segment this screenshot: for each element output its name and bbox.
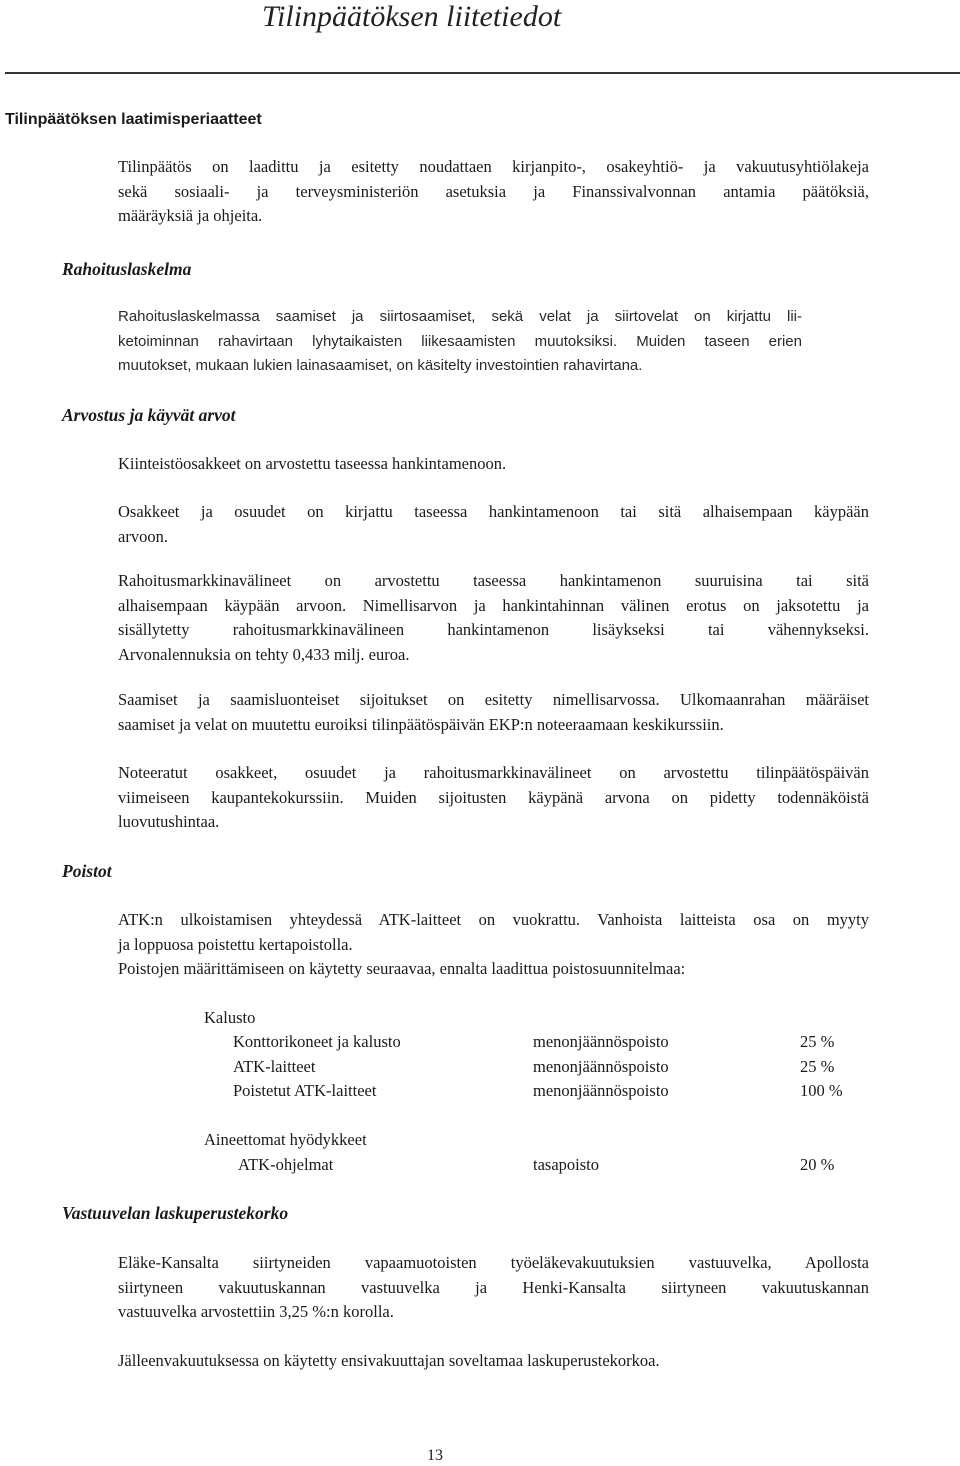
rahoituslaskelma-heading: Rahoituslaskelma bbox=[62, 259, 192, 279]
intro-line: määräyksiä ja ohjeita. bbox=[118, 206, 263, 225]
plan-row-method: tasapoisto bbox=[533, 1155, 599, 1174]
poistot-line: Poistojen määrittämiseen on käytetty seuraavaa, ennalta laadittua poistosuunnitelmaa: bbox=[118, 959, 686, 978]
arvostus-paragraph-2 bbox=[118, 500, 869, 549]
arvostus-heading: Arvostus ja käyvät arvot bbox=[62, 405, 236, 425]
arvostus-line: arvoon. bbox=[118, 526, 168, 546]
plan-row-method: menonjäännöspoisto bbox=[533, 1032, 669, 1051]
plan-row-rate: 100 % bbox=[800, 1081, 843, 1100]
rahoituslaskelma-line: muutokset, mukaan lukien lainasaamiset, on käsitelty investointien rahavirtana. bbox=[118, 357, 643, 374]
plan-row-method: menonjäännöspoisto bbox=[533, 1057, 669, 1076]
plan-group-aineettomat: Aineettomat hyödykkeet bbox=[204, 1130, 367, 1149]
arvostus-paragraph-1 bbox=[118, 452, 869, 477]
arvostus-line: Rahoitusmarkkinavälineet on arvostettu taseessa hankintamenon suuruisina tai sitä bbox=[118, 571, 869, 590]
plan-row: Poistetut ATK-laitteet bbox=[233, 1081, 377, 1100]
plan-row-rate: 20 % bbox=[800, 1155, 835, 1174]
plan-row: ATK-laitteet bbox=[233, 1057, 316, 1076]
plan-row-rate: 25 % bbox=[800, 1032, 835, 1051]
poistot-paragraph-1 bbox=[118, 908, 869, 957]
intro-line: Tilinpäätös on laadittu ja esitetty noudattaen kirjanpito-, osakeyhtiö- ja vakuutusyhtiölakeja bbox=[118, 157, 869, 176]
arvostus-line: luovutushintaa. bbox=[118, 812, 220, 831]
plan-row: Konttorikoneet ja kalusto bbox=[233, 1032, 401, 1051]
arvostus-line: sisällytetty rahoitusmarkkinavälineen hankintamenon lisäykseksi tai vähennykseksi. bbox=[118, 620, 869, 639]
poistot-paragraph-2 bbox=[118, 957, 869, 982]
vastuuvelka-heading: Vastuuvelan laskuperustekorko bbox=[62, 1203, 289, 1223]
plan-group-kalusto: Kalusto bbox=[204, 1008, 256, 1027]
poistot-line: ja loppuosa poistettu kertapoistolla. bbox=[118, 934, 353, 954]
title-rule bbox=[5, 72, 960, 74]
vastuuvelka-paragraph-2 bbox=[118, 1349, 869, 1374]
arvostus-paragraph-5 bbox=[118, 761, 869, 835]
page-number: 13 bbox=[427, 1447, 443, 1464]
arvostus-line: Kiinteistöosakkeet on arvostettu taseessa hankintamenoon. bbox=[118, 454, 507, 473]
vastuuvelka-paragraph-1 bbox=[118, 1251, 869, 1325]
plan-row: ATK-ohjelmat bbox=[238, 1155, 334, 1174]
plan-row-method: menonjäännöspoisto bbox=[533, 1081, 669, 1100]
vastuuvelka-line: Eläke-Kansalta siirtyneiden vapaamuotoisten työeläkevakuutuksien vastuuvelka, Apollosta bbox=[118, 1253, 869, 1272]
arvostus-line: Osakkeet ja osuudet on kirjattu taseessa hankintamenoon tai sitä alhaisempaan käypään bbox=[118, 502, 869, 521]
rahoituslaskelma-line: Rahoituslaskelmassa saamiset ja siirtosaamiset, sekä velat ja siirtovelat on kirjattu lii- bbox=[118, 308, 802, 325]
rahoituslaskelma-paragraph bbox=[118, 305, 802, 379]
main-heading: Tilinpäätöksen laatimisperiaatteet bbox=[5, 111, 262, 128]
poistot-line: ATK:n ulkoistamisen yhteydessä ATK-laitteet on vuokrattu. Vanhoista laitteista osa on myyty bbox=[118, 910, 869, 929]
vastuuvelka-line: Jälleenvakuutuksessa on käytetty ensivakuuttajan soveltamaa laskuperustekorkoa. bbox=[118, 1351, 660, 1370]
page-title: Tilinpäätöksen liitetiedot bbox=[262, 0, 562, 33]
poistot-heading: Poistot bbox=[62, 861, 112, 881]
plan-row-rate: 25 % bbox=[800, 1057, 835, 1076]
arvostus-paragraph-4 bbox=[118, 688, 869, 737]
arvostus-line: saamiset ja velat on muutettu euroiksi tilinpäätöspäivän EKP:n noteeraamaan keskikurssiin. bbox=[118, 714, 724, 734]
vastuuvelka-line: vastuuvelka arvostettiin 3,25 %:n korolla. bbox=[118, 1302, 394, 1321]
arvostus-line: Saamiset ja saamisluonteiset sijoitukset on esitetty nimellisarvossa. Ulkomaanrahan määräiset bbox=[118, 690, 869, 709]
arvostus-line: alhaisempaan käypään arvoon. Nimellisarvon ja hankintahinnan välinen erotus on jaksotettu ja bbox=[118, 595, 869, 615]
arvostus-line: Arvonalennuksia on tehty 0,433 milj. euroa. bbox=[118, 644, 410, 664]
intro-paragraph bbox=[118, 155, 869, 229]
arvostus-paragraph-3 bbox=[118, 569, 869, 667]
rahoituslaskelma-line: ketoiminnan rahavirtaan lyhytaikaisten liikesaamisten muutoksiksi. Muiden taseen erien bbox=[118, 332, 802, 350]
arvostus-line: viimeiseen kaupantekokurssiin. Muiden sijoitusten käypänä arvona on pidetty todennäköistä bbox=[118, 787, 869, 807]
vastuuvelka-line: siirtyneen vakuutuskannan vastuuvelka ja Henki-Kansalta siirtyneen vakuutuskannan bbox=[118, 1277, 869, 1297]
intro-line: sekä sosiaali- ja terveysministeriön asetuksia ja Finanssivalvonnan antamia päätöksiä, bbox=[118, 181, 869, 201]
arvostus-line: Noteeratut osakkeet, osuudet ja rahoitusmarkkinavälineet on arvostettu tilinpäätöspäivän bbox=[118, 763, 869, 782]
